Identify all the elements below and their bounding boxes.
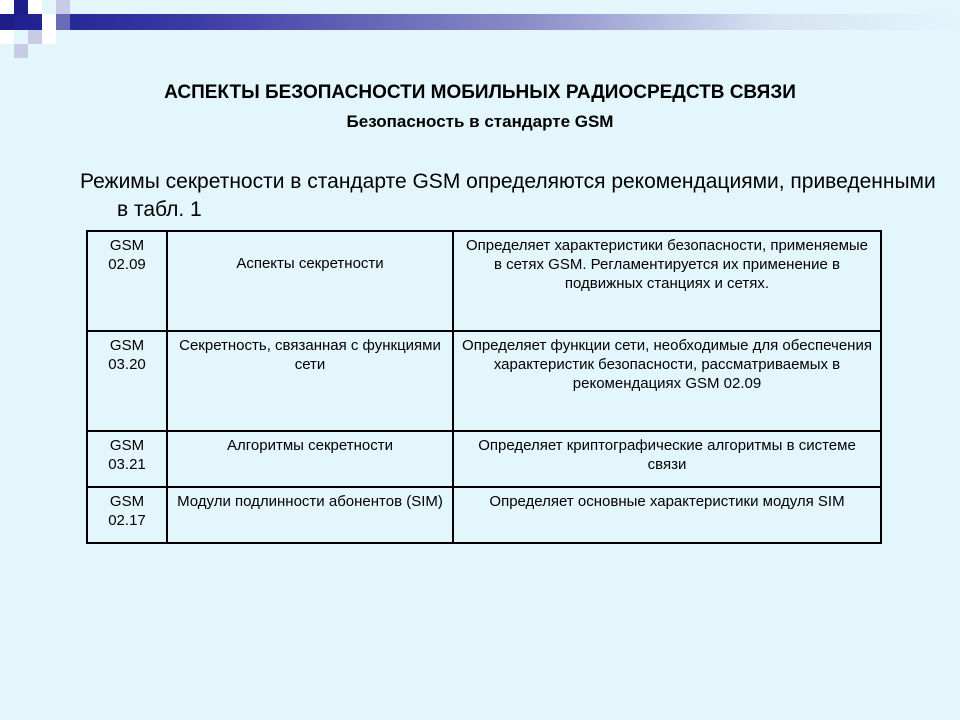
aspect-name-cell: Аспекты секретности [167, 231, 453, 331]
table-row [87, 331, 881, 431]
aspect-name-cell: Модули подлинности абонентов (SIM) [167, 487, 453, 543]
decor-square [42, 30, 56, 44]
description-cell: Определяет основные характеристики модуля SIM [453, 487, 881, 543]
description-cell: Определяет криптографические алгоритмы в системе связи [453, 431, 881, 487]
table-row [87, 231, 881, 331]
aspect-name-cell: Секретность, связанная с функциями сети [167, 331, 453, 431]
decor-square [14, 0, 28, 14]
decor-square [0, 30, 14, 44]
decor-square [28, 0, 42, 14]
decor-square [14, 44, 28, 58]
table-row [87, 487, 881, 543]
decor-square [0, 0, 14, 14]
decor-square [0, 14, 14, 30]
slide-title: АСПЕКТЫ БЕЗОПАСНОСТИ МОБИЛЬНЫХ РАДИОСРЕДСТВ СВЯЗИ [164, 82, 796, 103]
standard-code-cell: GSM 02.17 [87, 487, 167, 543]
decor-square [56, 14, 70, 30]
description-cell: Определяет характеристики безопасности, применяемые в сетях GSM. Регламентируется их применение в подвижных станциях и сетях. [453, 231, 881, 331]
standard-code-cell: GSM 03.20 [87, 331, 167, 431]
intro-text: Режимы секретности в стандарте GSM определяются рекомендациями, приведенными в табл. 1 [80, 170, 936, 221]
description-cell: Определяет функции сети, необходимые для обеспечения характеристик безопасности, рассматриваемых в рекомендациях GSM 02.09 [453, 331, 881, 431]
gsm-security-table [86, 230, 882, 544]
header-gradient-bar [0, 14, 960, 30]
decor-square [42, 14, 56, 30]
aspect-name-cell: Алгоритмы секретности [167, 431, 453, 487]
decor-square [28, 30, 42, 44]
slide-subtitle: Безопасность в стандарте GSM [346, 112, 614, 131]
standard-code-cell: GSM 02.09 [87, 231, 167, 331]
decor-square [56, 0, 70, 14]
table-row [87, 431, 881, 487]
standard-code-cell: GSM 03.21 [87, 431, 167, 487]
